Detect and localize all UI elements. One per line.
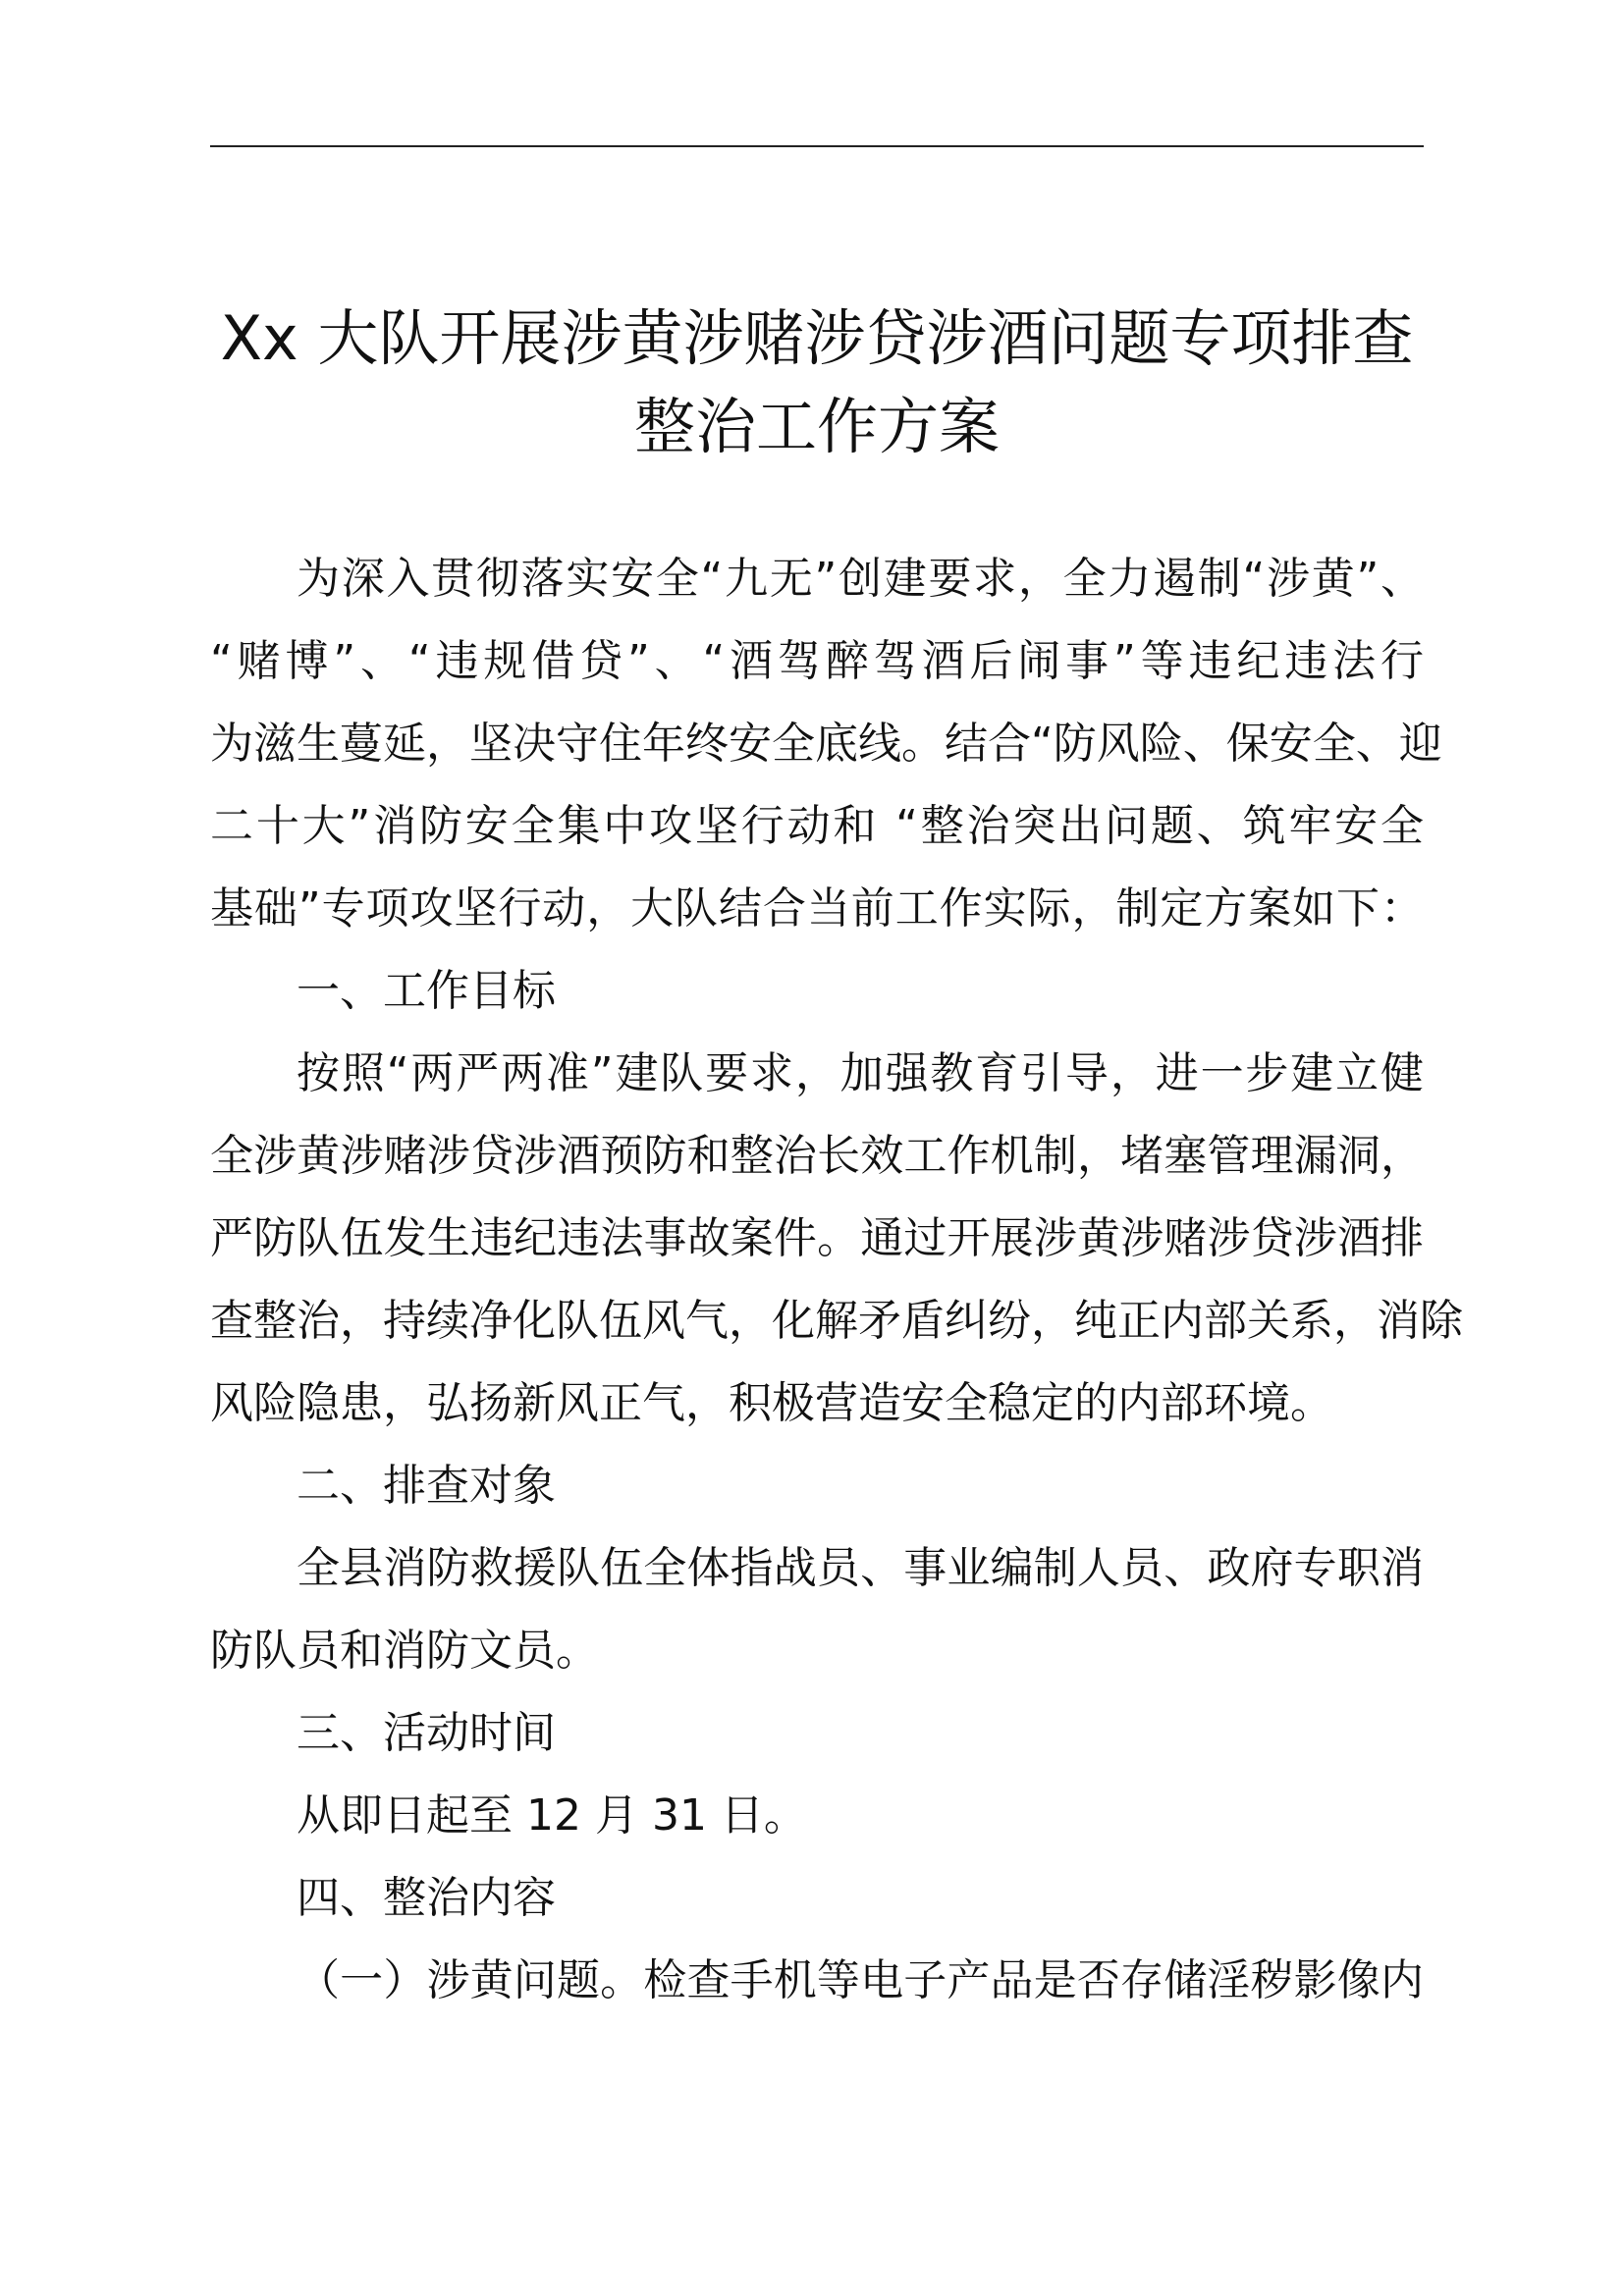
content-item-line: （一）涉黄问题。检查手机等电子产品是否存储淫秽影像内 xyxy=(297,1955,1424,2005)
goals-line: 风险隐患，弘扬新风正气，积极营造安全稳定的内部环境。 xyxy=(210,1378,1333,1428)
goals-line: 按照“两严两准”建队要求，加强教育引导，进一步建立健 xyxy=(297,1048,1424,1098)
document-title xyxy=(210,294,1424,471)
goals-line: 严防队伍发生违纪违法事故案件。通过开展涉黄涉赌涉贷涉酒排 xyxy=(210,1213,1424,1263)
header-rule xyxy=(210,145,1424,147)
goals-line: 查整治，持续净化队伍风气，化解矛盾纠纷，纯正内部关系，消除 xyxy=(210,1296,1463,1346)
title-line-2: 整治工作方案 xyxy=(633,391,1000,462)
intro-line: “赌博”、“违规借贷”、“酒驾醉驾酒后闹事”等违纪违法行 xyxy=(210,636,1424,686)
title-line-1: Xx 大队开展涉黄涉赌涉贷涉酒问题专项排查 xyxy=(220,302,1414,374)
targets-line: 全县消防救援队伍全体指战员、事业编制人员、政府专职消 xyxy=(297,1543,1424,1593)
section-heading-goals: 一、工作目标 xyxy=(297,966,556,1016)
section-heading-time: 三、活动时间 xyxy=(297,1708,556,1758)
targets-line: 防队员和消防文员。 xyxy=(210,1626,599,1676)
document-body xyxy=(210,538,1463,2022)
intro-line: 基础”专项攻坚行动，大队结合当前工作实际，制定方案如下： xyxy=(210,883,1424,934)
goals-line: 全涉黄涉赌涉贷涉酒预防和整治长效工作机制，堵塞管理漏洞， xyxy=(210,1131,1424,1181)
time-line: 从即日起至 12 月 31 日。 xyxy=(297,1790,807,1841)
section-heading-content: 四、整治内容 xyxy=(297,1873,556,1923)
section-heading-targets: 二、排查对象 xyxy=(297,1461,556,1511)
intro-line: 为滋生蔓延，坚决守住年终安全底线。结合“防风险、保安全、迎 xyxy=(210,719,1442,769)
intro-line: 为深入贯彻落实安全“九无”创建要求，全力遏制“涉黄”、 xyxy=(297,554,1424,604)
intro-line: 二十大”消防安全集中攻坚行动和 “整治突出问题、筑牢安全 xyxy=(210,801,1424,851)
